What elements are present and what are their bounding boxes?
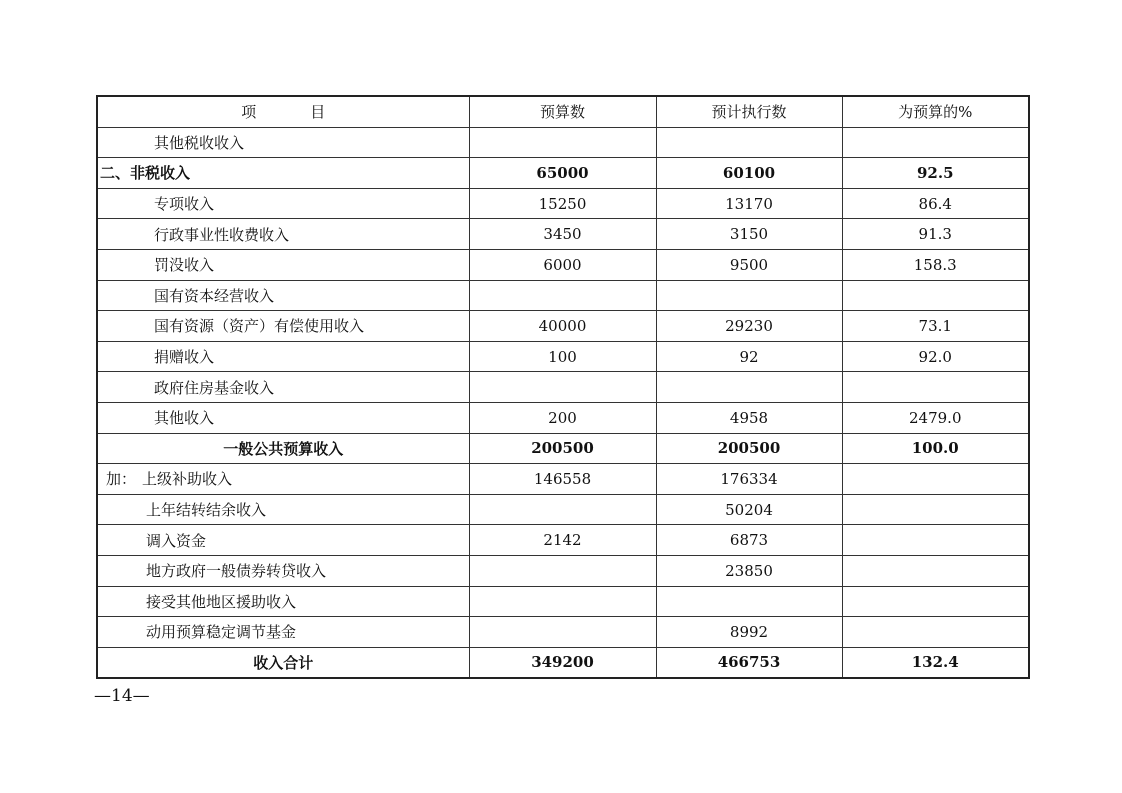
row-percent — [842, 127, 1029, 158]
row-budget — [469, 372, 656, 403]
row-name: 专项收入 — [97, 188, 469, 219]
row-budget: 146558 — [469, 464, 656, 495]
table-row — [97, 402, 1029, 433]
table-row — [97, 341, 1029, 372]
table-row — [97, 494, 1029, 525]
row-percent — [842, 617, 1029, 648]
row-budget: 40000 — [469, 311, 656, 342]
row-estimated — [656, 372, 842, 403]
row-name: 国有资源（资产）有偿使用收入 — [97, 311, 469, 342]
row-name: 其他收入 — [97, 402, 469, 433]
row-name: 动用预算稳定调节基金 — [97, 617, 469, 648]
table-header-row — [97, 96, 1029, 127]
table-row — [97, 617, 1029, 648]
row-percent: 132.4 — [842, 647, 1029, 678]
row-name: 调入资金 — [97, 525, 469, 556]
row-percent: 86.4 — [842, 188, 1029, 219]
row-estimated: 92 — [656, 341, 842, 372]
row-budget — [469, 127, 656, 158]
row-name: 捐赠收入 — [97, 341, 469, 372]
row-name: 罚没收入 — [97, 249, 469, 280]
row-estimated: 176334 — [656, 464, 842, 495]
page-number: —14— — [94, 686, 150, 706]
table-row — [97, 433, 1029, 464]
budget-table — [96, 95, 1030, 679]
table-row — [97, 188, 1029, 219]
row-budget: 65000 — [469, 158, 656, 189]
table-row — [97, 127, 1029, 158]
row-percent: 73.1 — [842, 311, 1029, 342]
row-name: 上级补助收入 — [142, 470, 233, 489]
row-estimated: 29230 — [656, 311, 842, 342]
header-budget: 预算数 — [469, 96, 656, 127]
row-percent: 92.0 — [842, 341, 1029, 372]
row-name: 收入合计 — [97, 647, 469, 678]
row-estimated: 13170 — [656, 188, 842, 219]
row-prefix: 加： — [106, 470, 137, 489]
row-estimated — [656, 127, 842, 158]
row-name: 地方政府一般债券转贷收入 — [97, 555, 469, 586]
row-percent: 2479.0 — [842, 402, 1029, 433]
row-budget — [469, 555, 656, 586]
row-budget: 2142 — [469, 525, 656, 556]
row-estimated: 23850 — [656, 555, 842, 586]
table-row — [97, 464, 1029, 495]
row-percent: 91.3 — [842, 219, 1029, 250]
table-row — [97, 311, 1029, 342]
row-estimated: 9500 — [656, 249, 842, 280]
row-budget: 15250 — [469, 188, 656, 219]
row-percent — [842, 555, 1029, 586]
table-row — [97, 555, 1029, 586]
row-percent: 100.0 — [842, 433, 1029, 464]
row-estimated: 4958 — [656, 402, 842, 433]
row-budget — [469, 586, 656, 617]
row-estimated: 60100 — [656, 158, 842, 189]
row-estimated: 200500 — [656, 433, 842, 464]
table-row-total — [97, 647, 1029, 678]
row-budget: 200 — [469, 402, 656, 433]
row-percent — [842, 586, 1029, 617]
row-name: 其他税收收入 — [97, 127, 469, 158]
row-name: 国有资本经营收入 — [97, 280, 469, 311]
row-percent — [842, 372, 1029, 403]
row-budget: 3450 — [469, 219, 656, 250]
row-budget — [469, 617, 656, 648]
header-estimated: 预计执行数 — [656, 96, 842, 127]
table-row — [97, 249, 1029, 280]
row-estimated — [656, 280, 842, 311]
header-percent: 为预算的% — [842, 96, 1029, 127]
row-budget: 100 — [469, 341, 656, 372]
row-budget: 349200 — [469, 647, 656, 678]
table-row — [97, 158, 1029, 189]
row-percent — [842, 280, 1029, 311]
row-name-with-prefix — [97, 464, 469, 495]
table-row — [97, 280, 1029, 311]
row-name: 行政事业性收费收入 — [97, 219, 469, 250]
row-name: 一般公共预算收入 — [97, 433, 469, 464]
table-row — [97, 372, 1029, 403]
row-percent — [842, 464, 1029, 495]
row-percent: 158.3 — [842, 249, 1029, 280]
row-budget — [469, 494, 656, 525]
row-estimated: 50204 — [656, 494, 842, 525]
row-percent — [842, 525, 1029, 556]
row-name: 政府住房基金收入 — [97, 372, 469, 403]
table-row — [97, 219, 1029, 250]
header-item: 项 目 — [97, 96, 469, 127]
table-row — [97, 525, 1029, 556]
row-estimated: 3150 — [656, 219, 842, 250]
row-estimated: 8992 — [656, 617, 842, 648]
row-percent — [842, 494, 1029, 525]
row-name: 二、非税收入 — [97, 158, 469, 189]
row-budget: 6000 — [469, 249, 656, 280]
row-name: 接受其他地区援助收入 — [97, 586, 469, 617]
row-name: 上年结转结余收入 — [97, 494, 469, 525]
row-budget — [469, 280, 656, 311]
row-budget: 200500 — [469, 433, 656, 464]
row-estimated: 6873 — [656, 525, 842, 556]
table-row — [97, 586, 1029, 617]
row-percent: 92.5 — [842, 158, 1029, 189]
row-estimated — [656, 586, 842, 617]
row-estimated: 466753 — [656, 647, 842, 678]
